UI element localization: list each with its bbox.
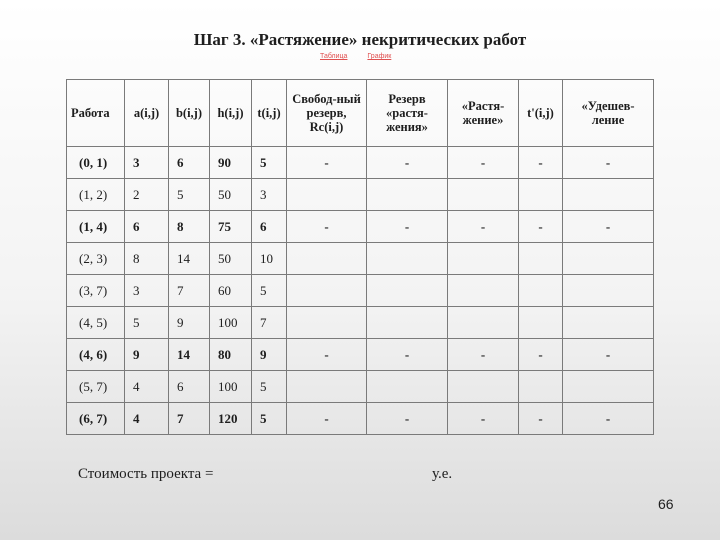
table-row <box>67 371 654 403</box>
table-cell <box>519 243 563 275</box>
table-cell: 14 <box>169 339 210 371</box>
table-row <box>67 211 654 243</box>
table-cell: 3 <box>125 147 169 179</box>
works-table <box>66 79 654 435</box>
table-cell: - <box>519 403 563 435</box>
table-cell: 5 <box>252 403 287 435</box>
table-cell: - <box>563 147 654 179</box>
table-cell: - <box>367 339 448 371</box>
table-cell <box>367 307 448 339</box>
table-cell <box>287 179 367 211</box>
table-cell: 5 <box>169 179 210 211</box>
work-id-cell: (2, 3) <box>67 243 125 275</box>
table-cell: 5 <box>252 275 287 307</box>
table-row <box>67 147 654 179</box>
table-cell: 3 <box>125 275 169 307</box>
table-cell: - <box>367 403 448 435</box>
table-cell <box>367 371 448 403</box>
table-cell <box>519 179 563 211</box>
table-row <box>67 307 654 339</box>
table-cell: - <box>287 403 367 435</box>
table-cell: 5 <box>252 147 287 179</box>
table-cell: 5 <box>125 307 169 339</box>
table-cell: 6 <box>169 371 210 403</box>
table-cell <box>367 275 448 307</box>
table-cell: 100 <box>210 307 252 339</box>
table-cell: - <box>563 339 654 371</box>
table-cell <box>287 275 367 307</box>
table-cell: 60 <box>210 275 252 307</box>
table-cell: 2 <box>125 179 169 211</box>
table-cell <box>448 179 519 211</box>
table-cell: 10 <box>252 243 287 275</box>
header-cell: h(i,j) <box>210 80 252 147</box>
table-cell: 9 <box>169 307 210 339</box>
table-row <box>67 403 654 435</box>
table-cell <box>367 243 448 275</box>
header-cell: «Растя-жение» <box>448 80 519 147</box>
table-cell <box>448 371 519 403</box>
table-cell <box>519 371 563 403</box>
header-row <box>67 80 654 147</box>
table-cell: - <box>563 403 654 435</box>
table-cell <box>519 275 563 307</box>
header-cell: Свобод-ный резерв, Rс(i,j) <box>287 80 367 147</box>
table-cell: - <box>563 211 654 243</box>
table-cell <box>563 243 654 275</box>
table-row <box>67 243 654 275</box>
table-cell <box>448 307 519 339</box>
table-cell <box>287 371 367 403</box>
table-cell: 5 <box>252 371 287 403</box>
header-cell: b(i,j) <box>169 80 210 147</box>
table-cell: - <box>448 403 519 435</box>
work-id-cell: (4, 6) <box>67 339 125 371</box>
table-cell: 50 <box>210 243 252 275</box>
table-cell <box>563 307 654 339</box>
header-cell: Резерв «растя-жения» <box>367 80 448 147</box>
nav-links <box>320 53 409 60</box>
table-cell: 4 <box>125 371 169 403</box>
table-cell: 3 <box>252 179 287 211</box>
table-cell <box>563 179 654 211</box>
header-cell: t'(i,j) <box>519 80 563 147</box>
table-cell: - <box>287 211 367 243</box>
page-number: 66 <box>658 496 674 512</box>
table-cell <box>287 307 367 339</box>
table-cell: 9 <box>252 339 287 371</box>
table-cell: 75 <box>210 211 252 243</box>
work-id-cell: (3, 7) <box>67 275 125 307</box>
table-row <box>67 179 654 211</box>
table-cell <box>367 179 448 211</box>
table-cell: 50 <box>210 179 252 211</box>
table-cell: 6 <box>169 147 210 179</box>
table-cell <box>563 275 654 307</box>
table-cell <box>448 275 519 307</box>
table-cell: - <box>287 147 367 179</box>
table-cell: 8 <box>169 211 210 243</box>
table-cell: - <box>519 147 563 179</box>
slide-title: Шаг 3. «Растяжение» некритических работ <box>193 30 527 49</box>
table-cell: 6 <box>125 211 169 243</box>
table-cell: - <box>519 211 563 243</box>
table-cell: 7 <box>169 403 210 435</box>
table-cell: - <box>367 211 448 243</box>
work-id-cell: (1, 2) <box>67 179 125 211</box>
table-cell <box>448 243 519 275</box>
header-cell: Работа <box>67 80 125 147</box>
table-cell: 7 <box>169 275 210 307</box>
table-cell: - <box>448 339 519 371</box>
table-cell <box>519 307 563 339</box>
table-cell <box>563 371 654 403</box>
table-cell: 8 <box>125 243 169 275</box>
table-cell <box>287 243 367 275</box>
table-cell: 7 <box>252 307 287 339</box>
table-cell: 90 <box>210 147 252 179</box>
project-cost-label: Стоимость проекта = <box>78 466 214 482</box>
table-row <box>67 339 654 371</box>
work-id-cell: (6, 7) <box>67 403 125 435</box>
table-cell: - <box>448 147 519 179</box>
table-cell: 100 <box>210 371 252 403</box>
table-row <box>67 275 654 307</box>
table-cell: 4 <box>125 403 169 435</box>
work-id-cell: (4, 5) <box>67 307 125 339</box>
table-cell: - <box>367 147 448 179</box>
table-link[interactable]: Таблица <box>320 53 348 60</box>
work-id-cell: (0, 1) <box>67 147 125 179</box>
cost-unit: у.е. <box>432 466 453 482</box>
table-cell: - <box>287 339 367 371</box>
table-cell: 80 <box>210 339 252 371</box>
table-cell: - <box>448 211 519 243</box>
table-cell: 6 <box>252 211 287 243</box>
table-cell: 14 <box>169 243 210 275</box>
graph-link[interactable]: График <box>367 53 392 60</box>
table-cell: 9 <box>125 339 169 371</box>
header-cell: a(i,j) <box>125 80 169 147</box>
header-cell: t(i,j) <box>252 80 287 147</box>
work-id-cell: (1, 4) <box>67 211 125 243</box>
table-cell: - <box>519 339 563 371</box>
table-cell: 120 <box>210 403 252 435</box>
work-id-cell: (5, 7) <box>67 371 125 403</box>
header-cell: «Удешев-ление <box>563 80 654 147</box>
